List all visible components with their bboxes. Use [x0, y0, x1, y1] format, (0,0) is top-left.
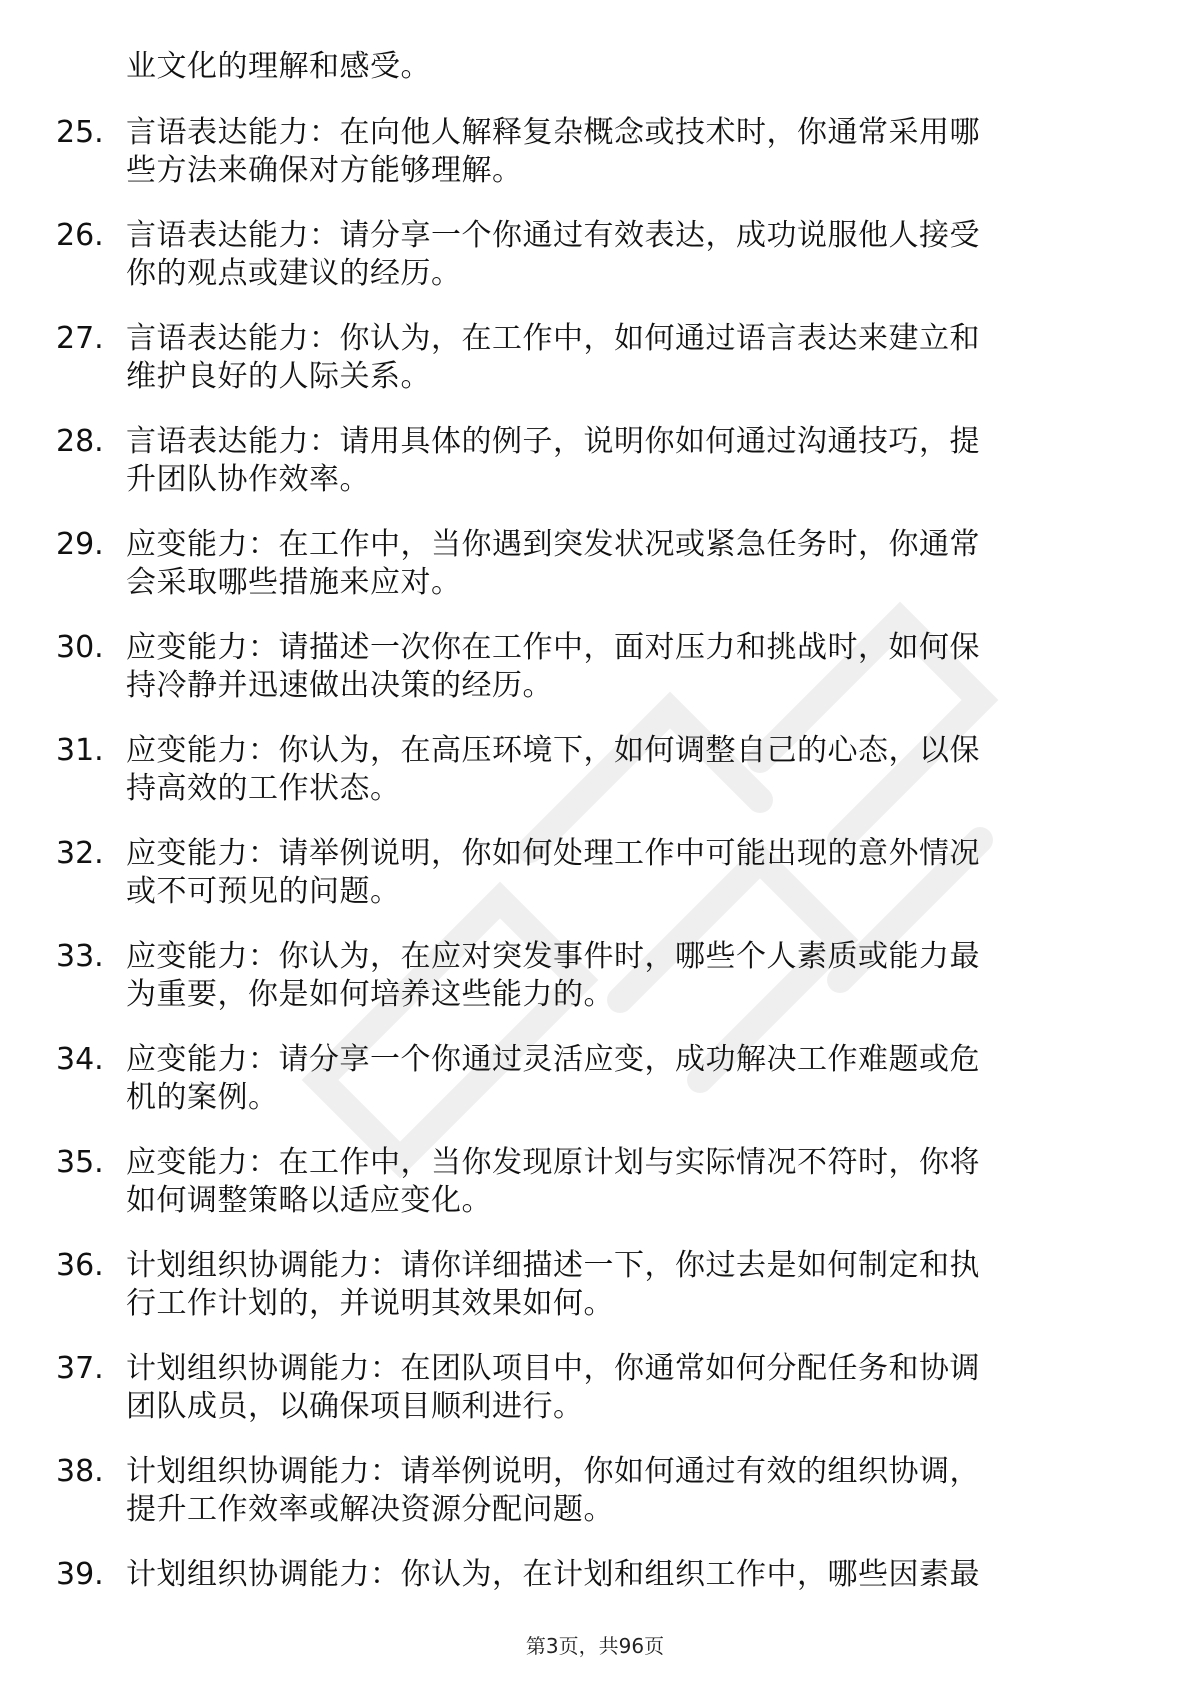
question-text-line: 行工作计划的，并说明其效果如何。	[126, 1286, 614, 1321]
question-number: 37.	[56, 1351, 104, 1386]
question-text	[126, 1144, 1126, 1220]
question-text-line: 应变能力：在工作中，当你发现原计划与实际情况不符时，你将	[126, 1145, 980, 1180]
question-text-line: 言语表达能力：你认为，在工作中，如何通过语言表达来建立和	[126, 321, 980, 356]
question-text-line: 些方法来确保对方能够理解。	[126, 153, 523, 188]
question-number: 38.	[56, 1454, 104, 1489]
question-text	[126, 629, 1126, 705]
question-number: 27.	[56, 321, 104, 356]
question-text-line: 应变能力：在工作中，当你遇到突发状况或紧急任务时，你通常	[126, 527, 980, 562]
question-number: 33.	[56, 939, 104, 974]
question-item	[0, 114, 1190, 217]
question-number: 34.	[56, 1042, 104, 1077]
question-text-line: 升团队协作效率。	[126, 462, 370, 497]
question-item	[0, 1247, 1190, 1350]
question-text-line: 团队成员，以确保项目顺利进行。	[126, 1389, 584, 1424]
question-text-line: 持高效的工作状态。	[126, 771, 401, 806]
question-number: 30.	[56, 630, 104, 665]
question-item	[0, 835, 1190, 938]
question-number: 36.	[56, 1248, 104, 1283]
question-number: 29.	[56, 527, 104, 562]
question-list	[0, 114, 1190, 1659]
question-text-line: 应变能力：你认为，在应对突发事件时，哪些个人素质或能力最	[126, 939, 980, 974]
question-text	[126, 1556, 1126, 1594]
question-text	[126, 1350, 1126, 1426]
question-text-line: 应变能力：请描述一次你在工作中，面对压力和挑战时，如何保	[126, 630, 980, 665]
question-text-line: 计划组织协调能力：在团队项目中，你通常如何分配任务和协调	[126, 1351, 980, 1386]
question-text-line: 如何调整策略以适应变化。	[126, 1183, 492, 1218]
question-item	[0, 629, 1190, 732]
question-text	[126, 320, 1126, 396]
question-text	[126, 1041, 1126, 1117]
question-text	[126, 423, 1126, 499]
question-text-line: 言语表达能力：请用具体的例子，说明你如何通过沟通技巧，提	[126, 424, 980, 459]
question-text-line: 计划组织协调能力：请举例说明，你如何通过有效的组织协调，	[126, 1454, 980, 1489]
question-text-line: 应变能力：请举例说明，你如何处理工作中可能出现的意外情况	[126, 836, 980, 871]
question-text	[126, 1453, 1126, 1529]
question-number: 28.	[56, 424, 104, 459]
question-text-line: 你的观点或建议的经历。	[126, 256, 462, 291]
question-number: 26.	[56, 218, 104, 253]
question-text-line: 应变能力：你认为，在高压环境下，如何调整自己的心态，以保	[126, 733, 980, 768]
question-text-line: 提升工作效率或解决资源分配问题。	[126, 1492, 614, 1527]
question-text-line: 计划组织协调能力：你认为，在计划和组织工作中，哪些因素最	[126, 1557, 980, 1592]
page-footer: 第3页，共96页	[525, 1634, 665, 1658]
continuation-line: 业文化的理解和感受。	[126, 49, 431, 84]
question-text	[126, 526, 1126, 602]
question-item	[0, 320, 1190, 423]
question-text-line: 维护良好的人际关系。	[126, 359, 431, 394]
question-text-line: 会采取哪些措施来应对。	[126, 565, 462, 600]
question-text-line: 言语表达能力：请分享一个你通过有效表达，成功说服他人接受	[126, 218, 980, 253]
question-text	[126, 732, 1126, 808]
question-number: 25.	[56, 115, 104, 150]
question-number: 39.	[56, 1557, 104, 1592]
question-text-line: 计划组织协调能力：请你详细描述一下，你过去是如何制定和执	[126, 1248, 980, 1283]
question-text	[126, 1247, 1126, 1323]
question-item	[0, 423, 1190, 526]
question-text-line: 应变能力：请分享一个你通过灵活应变，成功解决工作难题或危	[126, 1042, 980, 1077]
question-number: 35.	[56, 1145, 104, 1180]
question-item	[0, 938, 1190, 1041]
question-text-line: 为重要，你是如何培养这些能力的。	[126, 977, 614, 1012]
question-text-line: 或不可预见的问题。	[126, 874, 401, 909]
question-item	[0, 1144, 1190, 1247]
question-item	[0, 1350, 1190, 1453]
question-number: 32.	[56, 836, 104, 871]
question-item	[0, 217, 1190, 320]
question-text	[126, 938, 1126, 1014]
question-item	[0, 526, 1190, 629]
question-text	[126, 217, 1126, 293]
question-text-line: 言语表达能力：在向他人解释复杂概念或技术时，你通常采用哪	[126, 115, 980, 150]
question-item	[0, 1453, 1190, 1556]
question-text	[126, 835, 1126, 911]
question-number: 31.	[56, 733, 104, 768]
question-item	[0, 732, 1190, 835]
question-text	[126, 114, 1126, 190]
question-item	[0, 1041, 1190, 1144]
question-text-line: 机的案例。	[126, 1080, 279, 1115]
question-text-line: 持冷静并迅速做出决策的经历。	[126, 668, 553, 703]
